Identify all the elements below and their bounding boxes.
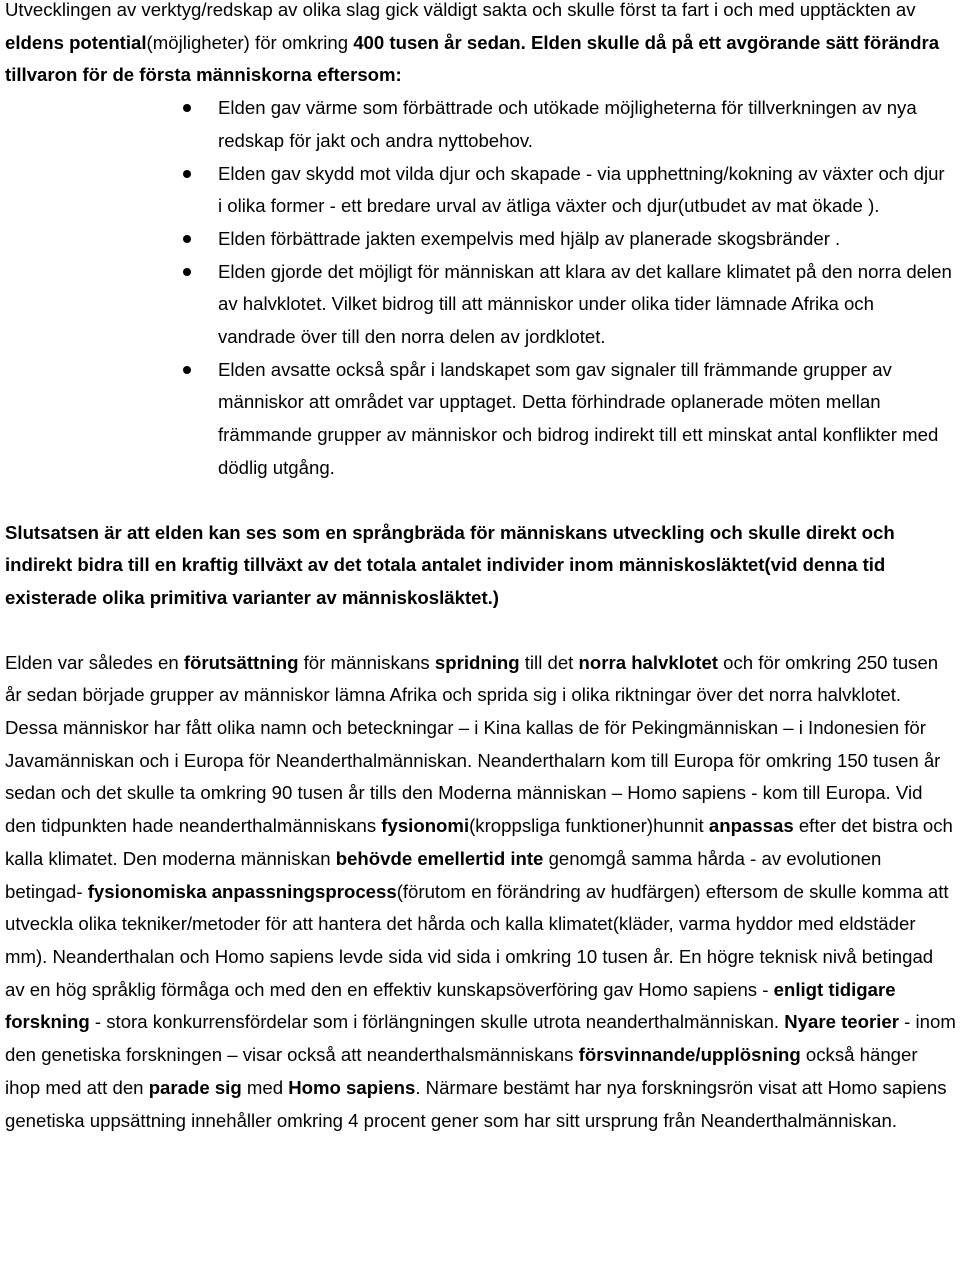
intro-bold-1: eldens potential xyxy=(5,31,147,53)
para-text-1: Elden var således en xyxy=(5,651,184,673)
document-page xyxy=(5,0,957,1137)
para-bold-3: norra halvklotet xyxy=(578,651,718,673)
para-text-5: (kroppsliga funktioner)hunnit xyxy=(469,815,709,837)
para-bold-12: Homo sapiens xyxy=(288,1076,416,1098)
bullet-icon xyxy=(183,170,191,178)
para-text-4: och för omkring 250 tusen år sedan började grupper av människor lämna Afrika och sprida sig i olika riktningar över det norra halvklotet. Dessa människor har fått olika namn och beteckningar – i Kina kallas de för Pekingmänniskan – i Indonesien för Javamänniskan och i Europa för Neanderthalmänniskan. Neanderthalarn kom till Europa för omkring 150 tusen år sedan och det skulle ta omkring 90 tusen år tills den Moderna människan – Homo sapiens - kom till Europa. Vid den tidpunkten hade neanderthalmänniskans xyxy=(5,651,941,837)
para-text-2: för människans xyxy=(298,651,435,673)
bullet-item xyxy=(5,256,957,354)
para-bold-6: behövde emellertid inte xyxy=(335,847,544,869)
bullet-icon xyxy=(183,366,191,374)
para-bold-2: spridning xyxy=(434,651,520,673)
intro-paragraph xyxy=(5,0,957,92)
para-text-7: genomgå samma hårda - av evolutionen betingad- xyxy=(5,847,882,902)
para-text-6: efter det bistra och kalla klimatet. Den moderna människan xyxy=(5,815,953,869)
para-text-10: - inom den genetiska forskningen – visar också att neanderthalsmänniskans xyxy=(5,1011,956,1066)
intro-text-2: (möjligheter) för omkring xyxy=(146,31,354,53)
bullet-list xyxy=(5,92,957,484)
bullet-icon xyxy=(183,268,191,276)
para-text-12: med xyxy=(241,1076,289,1098)
bullet-item xyxy=(5,354,957,485)
para-bold-4: fysionomi xyxy=(381,815,470,837)
para-bold-7: fysionomiska anpassningsprocess xyxy=(87,880,397,902)
bullet-icon xyxy=(183,104,191,112)
intro-text-1: Utvecklingen av verktyg/redskap av olika slag gick väldigt sakta och skulle först ta fart i och med upptäckten av xyxy=(5,0,916,20)
intro-bold-2: 400 tusen år sedan. Elden skulle då på ett avgörande sätt förändra tillvaron för de första människorna eftersom: xyxy=(5,31,940,86)
conclusion-paragraph: Slutsatsen är att elden kan ses som en språngbräda för människans utveckling och skulle direkt och indirekt bidra till en kraftig tillväxt av det totala antalet individer inom människosläktet(vid denna tid existerade olika primitiva varianter av människosläktet.) xyxy=(5,521,895,608)
bullet-item xyxy=(5,158,957,223)
para-text-13: . Närmare bestämt har nya forskningsrön visat att Homo sapiens genetiska uppsättning innehåller omkring 4 procent gener som har sitt ursprung från Neanderthalmänniskan. xyxy=(5,1076,947,1131)
para-text-11: också hänger ihop med att den xyxy=(5,1044,918,1098)
para-bold-5: anpassas xyxy=(708,815,794,837)
para-text-8: (förutom en förändring av hudfärgen) eftersom de skulle komma att utveckla olika tekniker/metoder för att hantera det hårda och kalla klimatet(kläder, varma hyddor med eldstäder mm). Neanderthalan och Homo sapiens levde sida vid sida i omkring 10 tusen år. En högre teknisk nivå betingad av en hög språklig förmåga och med den en effektiv kunskapsöverföring gav Homo sapiens - xyxy=(5,880,949,1000)
bullet-text: Elden gav värme som förbättrade och utökade möjligheterna för tillverkningen av nya redskap för jakt och andra nyttobehov. xyxy=(218,97,917,151)
para-bold-8: enligt tidigare forskning xyxy=(5,978,896,1033)
para-bold-1: förutsättning xyxy=(183,651,299,673)
para-bold-9: Nyare teorier xyxy=(784,1011,899,1033)
bullet-item xyxy=(5,92,957,157)
bullet-item xyxy=(5,223,957,256)
bullet-text: Elden gjorde det möjligt för människan att klara av det kallare klimatet på den norra delen av halvklotet. Vilket bidrog till att människor under olika tider lämnade Afrika och vandrade över till den norra delen av jordklotet. xyxy=(218,260,952,348)
bullet-text: Elden förbättrade jakten exempelvis med hjälp av planerade skogsbränder . xyxy=(218,227,841,249)
para-text-3: till det xyxy=(519,651,579,673)
bullet-text: Elden avsatte också spår i landskapet som gav signaler till främmande grupper av människor att området var upptaget. Detta förhindrade oplanerade möten mellan främmande grupper av människor och bidrog indirekt till ett minskat antal konflikter med dödlig utgång. xyxy=(218,358,939,478)
para-bold-11: parade sig xyxy=(148,1076,242,1098)
para-text-9: - stora konkurrensfördelar som i förlängningen skulle utrota neanderthalmänniskan. xyxy=(89,1011,785,1033)
bullet-text: Elden gav skydd mot vilda djur och skapade - via upphettning/kokning av växter och djur i olika former - ett bredare urval av ätliga växter och djur(utbudet av mat ökade ). xyxy=(218,162,945,217)
bullet-icon xyxy=(183,235,191,243)
body-paragraph xyxy=(5,647,957,1138)
para-bold-10: försvinnande/upplösning xyxy=(578,1044,801,1066)
